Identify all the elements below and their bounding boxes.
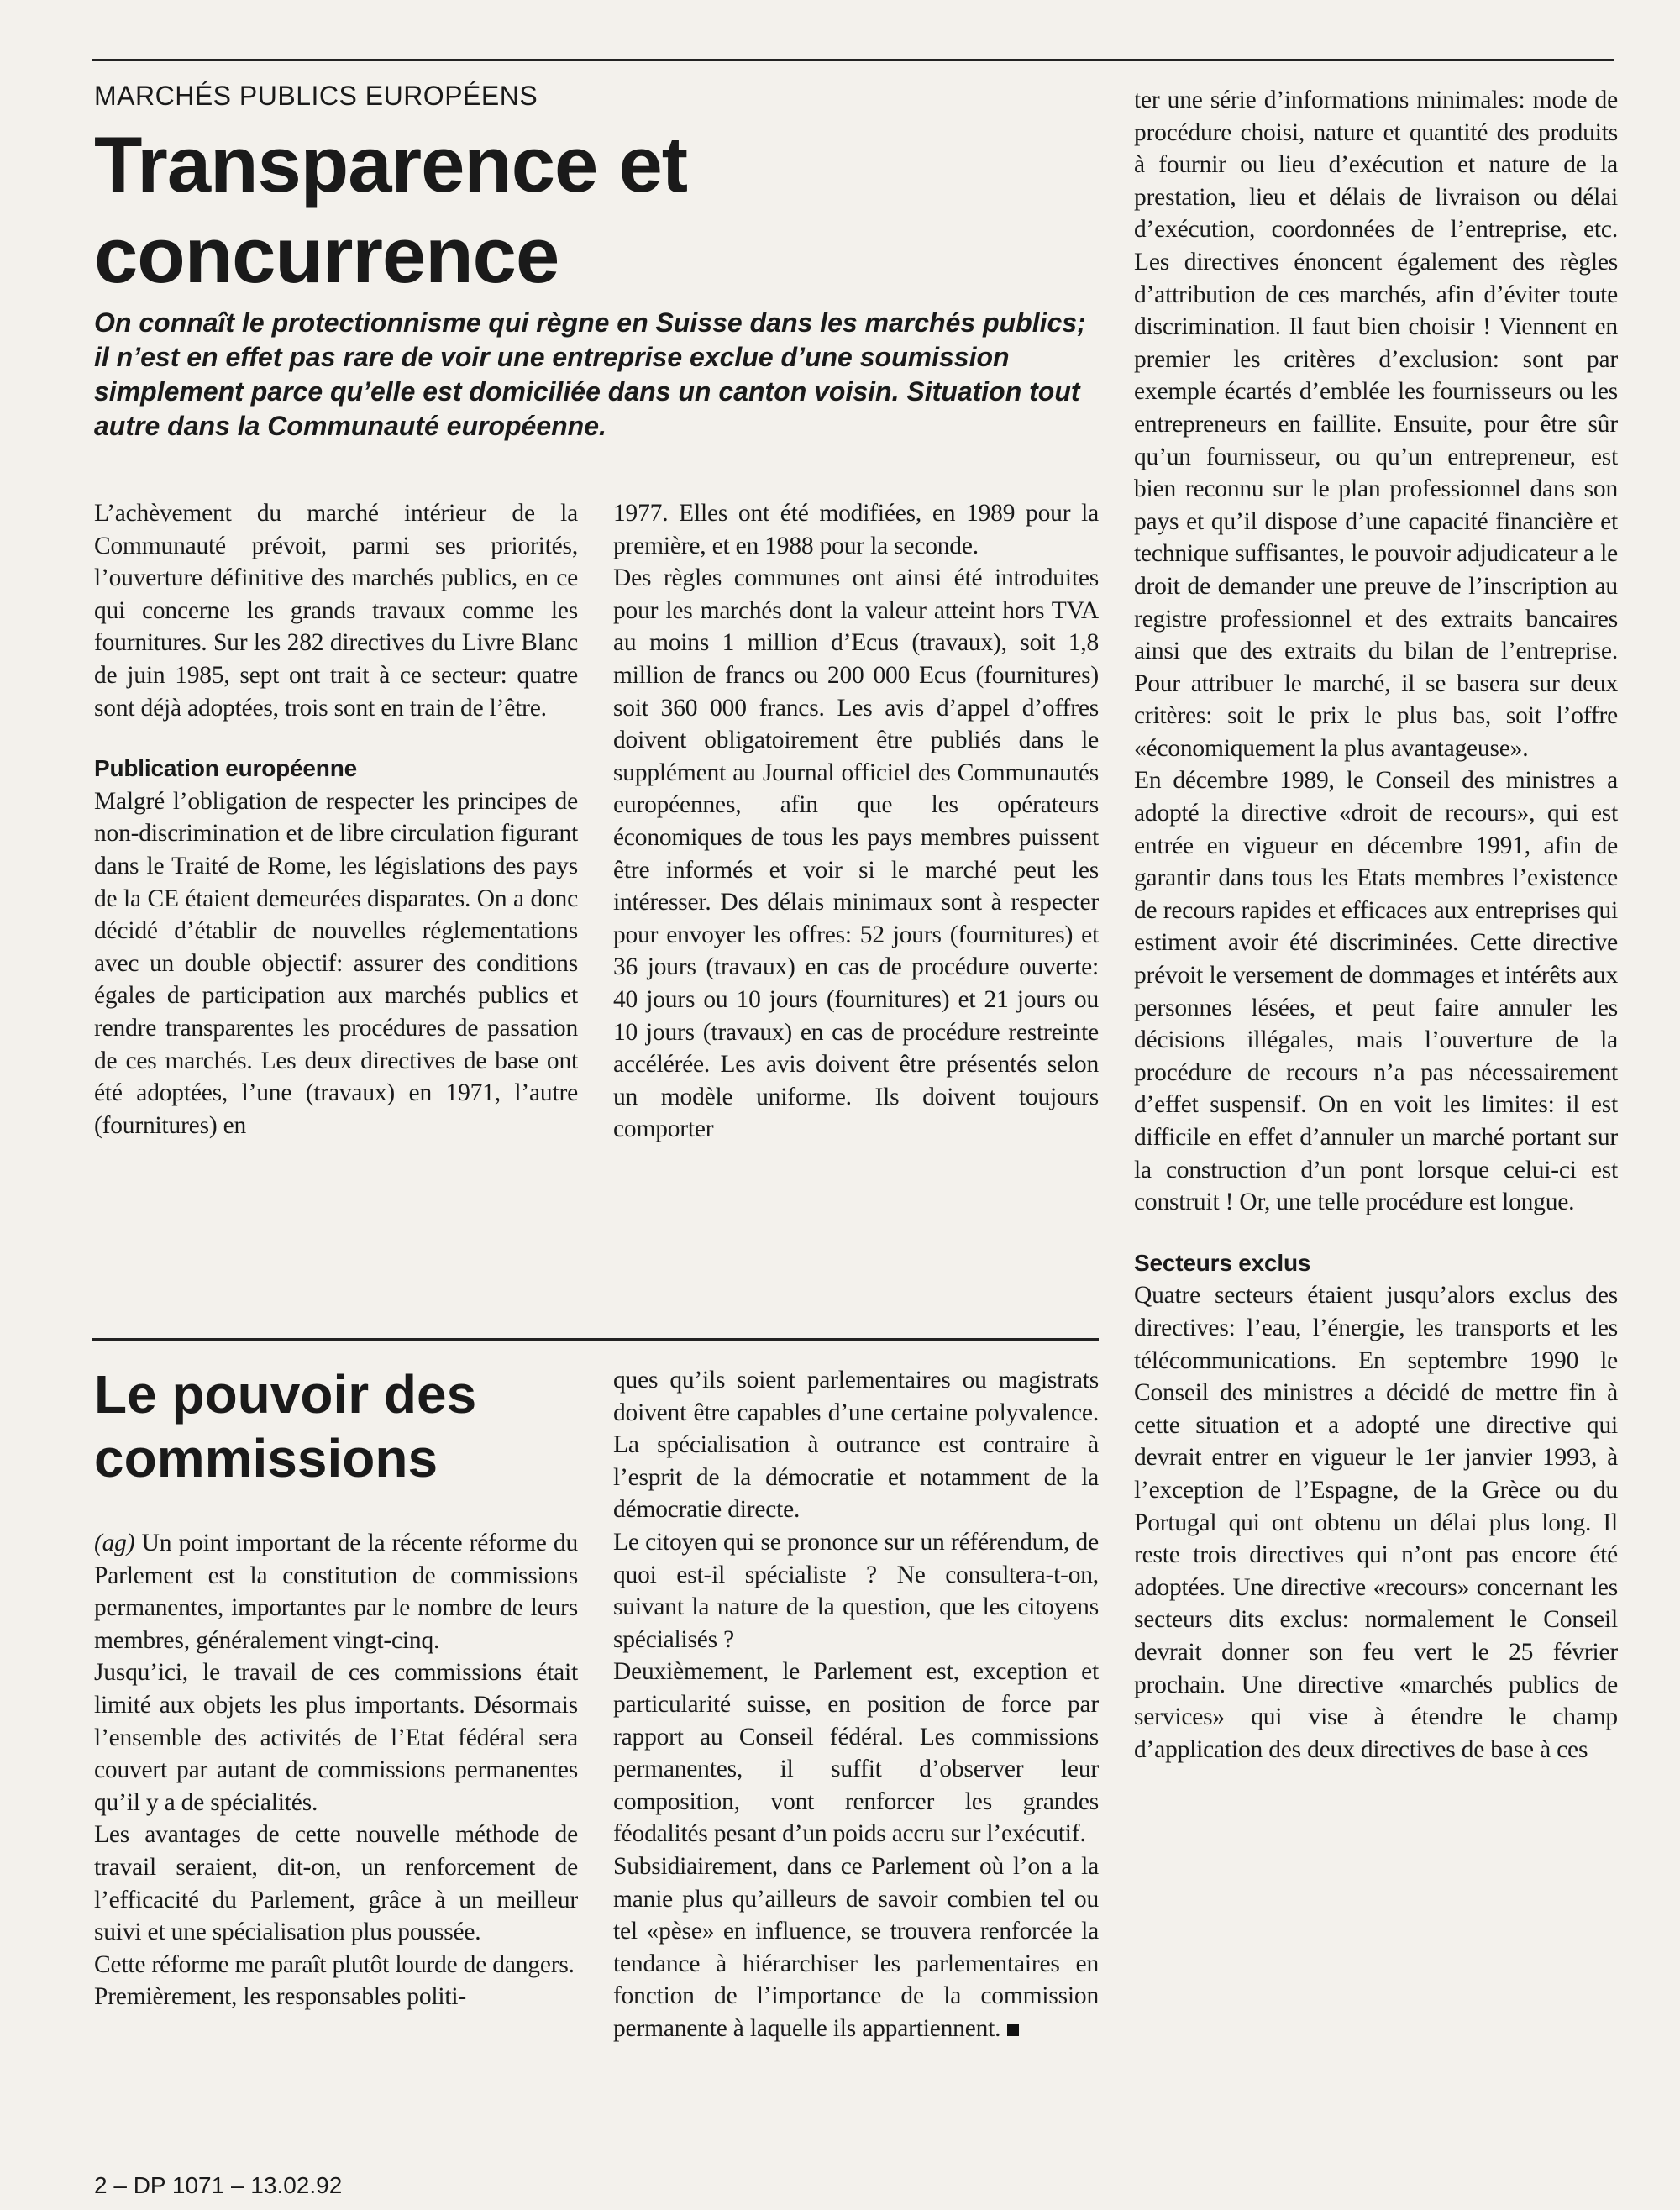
paragraph: Des règles communes ont ainsi été introduites pour les marchés dont la valeur atteint hors TVA au moins 1 million d’Ecus (travaux), soit 1,8 million de francs ou 200 000 Ecus (fournitures) soit 360 000 francs. Les avis d’appel d’offres doivent obligatoirement être publiés dans le supplément au Journal officiel des Communautés européennes, afin que les opérateurs économiques de tous les pays membres puissent être informés et voir si le marché peut les intéresser. Des délais minimaux sont à respecter pour envoyer les offres: 52 jours (fournitures) et 36 jours (travaux) en cas de procédure ouverte: 40 jours ou 10 jours (fournitures) et 21 jours ou 10 jours (travaux) en cas de procédure restreinte accélérée. Les avis doivent être présentés selon un modèle uniforme. Ils doivent toujours comporter (613, 564, 1099, 1143)
paragraph: Deuxièmement, le Parlement est, exception et particularité suisse, en position de force par rapport au Conseil fédéral. Les commissions permanentes, il suffit d’observer leur composition, vont renforcer les grandes féodalités pesant d’un poids accru sur l’exécutif. (613, 1658, 1099, 1848)
paragraph-text: Un point important de la récente réforme du Parlement est la constitution de commissions permanentes, importantes par le nombre de leurs membres, généralement vingt-cinq. (94, 1530, 578, 1654)
paragraph-text: Subsidiairement, dans ce Parlement où l’on a la manie plus qu’ailleurs de savoir combien tel ou tel «pèse» en influence, se trouvera renforcée la tendance à hiérarchiser les parlementaires en fonction de l’importance de la commission permanente à laquelle ils appartiennent. (613, 1852, 1099, 2042)
paragraph: 1977. Elles ont été modifiées, en 1989 pour la première, et en 1988 pour la seconde. (613, 500, 1099, 559)
paragraph: Quatre secteurs étaient jusqu’alors exclus des directives: l’eau, l’énergie, les transports et les télécommunications. En septembre 1990 le Conseil des ministres a décidé de mettre fin à cette situation et a adopté une directive qui devrait entrer en vigueur le 1er janvier 1993, à l’exception de l’Espagne, de la Grèce ou du Portugal qui ont obtenu un délai plus long. Il reste trois directives qui n’ont pas encore été adoptées. Une directive «recours» concernant les secteurs dits exclus: normalement le Conseil devrait donner son feu vert le 25 février prochain. Une directive «marchés publics de services» qui vise à étendre le champ d’application des deux directives de base à ces (1134, 1282, 1618, 1763)
article1-column-2 (613, 497, 1099, 1146)
paragraph: En décembre 1989, le Conseil des ministres a adopté la directive «droit de recours», qui est entrée en vigueur en décembre 1991, afin de garantir dans tous les Etats membres l’existence de recours rapides et efficaces aux entreprises qui estiment avoir été discriminées. Cette directive prévoit le versement de dommages et intérêts aux personnes lésées, et peut faire annuler les décisions illégales, mais l’ouverture de la procédure de recours n’a pas nécessairement d’effet suspensif. On en voit les limites: il est difficile en effet d’annuler un marché portant sur la construction d’un pont lorsque celui-ci est construit ! Or, une telle procédure est longue. (1134, 767, 1618, 1216)
paragraph: L’achèvement du marché intérieur de la Communauté prévoit, parmi ses priorités, l’ouverture définitive des marchés publics, en ce qui concerne les grands travaux comme les fournitures. Sur les 282 directives du Livre Blanc de juin 1985, sept ont trait à ce secteur: quatre sont déjà adoptées, trois sont en train de l’être. (94, 500, 578, 722)
paragraph: ques qu’ils soient parlementaires ou magistrats doivent être capables d’une certaine polyvalence. La spécialisation à outrance est contraire à l’esprit de la démocratie et notamment de la démocratie directe. (613, 1367, 1099, 1524)
article2-column-2 (613, 1364, 1099, 2045)
article2-title: Le pouvoir des commissions (94, 1364, 477, 1488)
paragraph: Malgré l’obligation de respecter les principes de non-discrimination et de libre circulation figurant dans le Traité de Rome, les législations des pays de la CE étaient demeurées disparates. On a donc décidé d’établir de nouvelles réglementations avec un double objectif: assurer des conditions égales de participation aux marchés publics et rendre transparentes les procédures de passation de ces marchés. Les deux directives de base ont été adoptées, l’une (travaux) en 1971, l’autre (fournitures) en (94, 787, 578, 1139)
paragraph (94, 1527, 578, 1656)
byline: (ag) (94, 1530, 135, 1556)
paragraph: Jusqu’ici, le travail de ces commissions était limité aux objets les plus importants. Désormais l’ensemble des activités de l’Etat fédéral sera couvert par autant de commissions permanentes qu’il y a de spécialités. (94, 1659, 578, 1816)
paragraph (613, 1850, 1099, 2045)
paragraph: Les avantages de cette nouvelle méthode de travail seraient, dit-on, un renforcement de l’efficacité du Parlement, grâce à un meilleur suivi et une spécialisation plus poussée. (94, 1821, 578, 1946)
paragraph: Le citoyen qui se prononce sur un référendum, de quoi est-il spécialiste ? Ne consultera-t-on, suivant la nature de la question, que les citoyens spécialisés ? (613, 1528, 1099, 1653)
article-title: Transparence et concurrence (94, 120, 688, 299)
article1-column-1 (94, 497, 578, 1142)
paragraph: ter une série d’informations minimales: mode de procédure choisi, nature et quantité des produits à fournir ou lieu d’exécution et nature de la prestation, lieu et délais de livraison ou délai d’exécution, coordonnées de l’entreprise, etc. Les directives énoncent également des règles d’attribution de ces marchés, afin d’éviter toute discrimination. Il faut bien choisir ! Viennent en premier les critères d’exclusion: sont par exemple écartés d’emblée les fournisseurs ou les entrepreneurs en faillite. Ensuite, pour être sûr qu’un fournisseur, ou qu’un entrepreneur, est bien reconnu sur le plan professionnel dans son pays et qu’il dispose d’une capacité financière et technique suffisantes, le pouvoir adjudicateur a le droit de demander une preuve de l’inscription au registre professionnel et des extraits bancaires ainsi que des extraits du bilan de l’entreprise. Pour attribuer le marché, il se basera sur deux critères: soit le prix le plus bas, soit l’offre «économiquement la plus avantageuse». (1134, 87, 1618, 762)
section-kicker: MARCHÉS PUBLICS EUROPÉENS (94, 81, 538, 111)
subheading: Publication européenne (94, 755, 357, 782)
article2-column-1 (94, 1527, 578, 2013)
section-divider (92, 1338, 1099, 1341)
page-footer: 2 – DP 1071 – 13.02.92 (94, 2172, 343, 2198)
paragraph: Premièrement, les responsables politi- (94, 1983, 466, 2011)
top-rule (92, 59, 1614, 61)
subheading: Secteurs exclus (1134, 1249, 1311, 1276)
article1-column-3 (1134, 84, 1618, 1766)
paragraph: Cette réforme me paraît plutôt lourde de dangers. (94, 1950, 575, 1978)
article-lede: On connaît le protectionnisme qui règne en Suisse dans les marchés publics; il n’est en effet pas rare de voir une entreprise exclue d’une soumission simplement parce qu’elle est domiciliée dans un canton voisin. Situation tout autre dans la Communauté européenne. (94, 307, 1086, 441)
end-mark-icon (1007, 2024, 1019, 2036)
